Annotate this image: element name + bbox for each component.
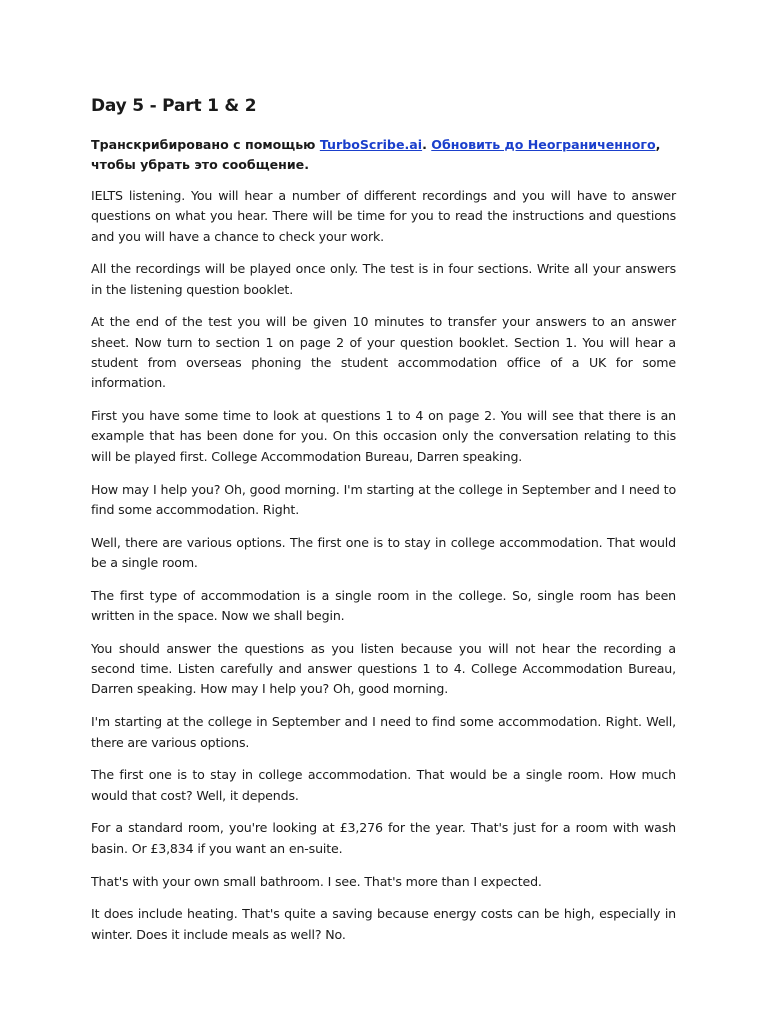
transcript-paragraph: The first type of accommodation is a single room in the college. So, single room has been written in the space. Now we shall begin. <box>91 587 676 624</box>
transcription-notice <box>91 135 676 174</box>
transcript-paragraph: You should answer the questions as you listen because you will not hear the recording a second time. Listen carefully and answer questions 1 to 4. College Accommodation Bureau, Darren speaking. How may I help you? Oh, good morning. <box>91 640 676 697</box>
page-title: Day 5 - Part 1 & 2 <box>91 96 257 116</box>
transcript-paragraph: For a standard room, you're looking at £3,276 for the year. That's just for a room with wash basin. Or £3,834 if you want an en-suite. <box>91 820 676 856</box>
turboscribe-link[interactable]: TurboScribe.ai <box>319 137 423 152</box>
transcript-paragraph: First you have some time to look at questions 1 to 4 on page 2. You will see that there is an example that has been done for you. On this occasion only the conversation relating to this will be played first. College Accommodation Bureau, Darren speaking. <box>91 408 676 464</box>
transcript-paragraph: IELTS listening. You will hear a number of different recordings and you will have to answer questions on what you hear. There will be time for you to read the instructions and questions and you will have a chance to check your work. <box>91 188 676 244</box>
transcript-paragraph: The first one is to stay in college accommodation. That would be a single room. How much would that cost? Well, it depends. <box>91 767 676 803</box>
notice-suffix: , чтобы убрать это сообщение. <box>91 137 661 172</box>
transcript-paragraph: How may I help you? Oh, good morning. I'm starting at the college in September and I need to find some accommodation. Right. <box>91 481 676 517</box>
transcript-paragraph: I'm starting at the college in September and I need to find some accommodation. Right. Well, there are various options. <box>91 714 676 750</box>
transcript-paragraph: That's with your own small bathroom. I see. That's more than I expected. <box>91 873 542 889</box>
notice-prefix: Транскрибировано с помощью <box>91 137 320 152</box>
transcript-paragraph: Well, there are various options. The first one is to stay in college accommodation. That would be a single room. <box>91 534 676 570</box>
upgrade-unlimited-link[interactable]: Обновить до Неограниченного <box>431 137 656 152</box>
notice-separator: . <box>422 137 432 152</box>
transcript-paragraph: It does include heating. That's quite a saving because energy costs can be high, especially in winter. Does it include meals as well? No. <box>91 906 676 942</box>
transcript-paragraph: All the recordings will be played once only. The test is in four sections. Write all your answers in the listening question booklet. <box>91 261 676 297</box>
transcript-paragraph: At the end of the test you will be given 10 minutes to transfer your answers to an answer sheet. Now turn to section 1 on page 2 of your question booklet. Section 1. You will hear a student from overseas phoning the student accommodation office of a UK for some information. <box>91 314 676 391</box>
